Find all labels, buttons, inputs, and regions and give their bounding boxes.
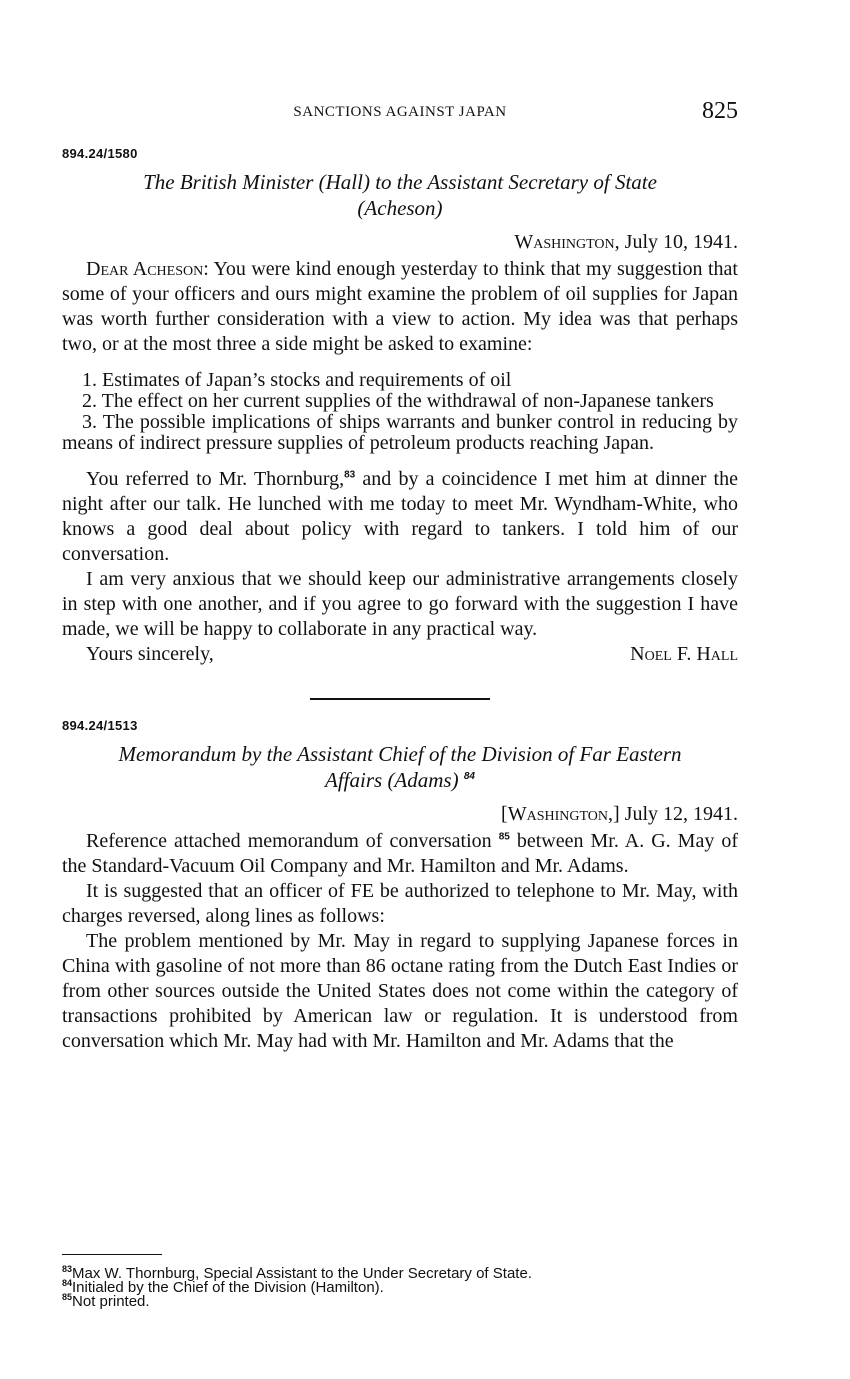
file-number: 894.24/1513 [62, 718, 138, 733]
letter-paragraph: I am very anxious that we should keep our administrative arrangements closely in step with one another, and if you agree to go forward with the suggestion I have made, we will be happy to collaborate in any practical way. [62, 568, 738, 640]
memo-paragraph [62, 829, 738, 879]
footnotes [62, 1254, 738, 1309]
footnote-text: Initialed by the Chief of the Division (Hamilton). [72, 1279, 384, 1296]
paragraph-text: and by a coincidence I met him at dinner the night after our talk. He lunched with me today to meet Mr. Wyndham-White, who knows a good deal about policy with regard to tankers. I told him of our conversation. [62, 468, 738, 565]
document-title-line: (Acheson) [357, 196, 443, 220]
footnote-reference: 84 [463, 771, 475, 782]
file-number: 894.24/1580 [62, 146, 138, 161]
footnote-text: Not printed. [72, 1293, 150, 1310]
footnote-mark: 85 [62, 1292, 73, 1302]
document-title [62, 741, 738, 793]
document-title [62, 169, 738, 221]
complimentary-close: Yours sincerely, [86, 643, 214, 665]
running-head-title: SANCTIONS AGAINST JAPAN [293, 104, 507, 120]
memo-paragraph: It is suggested that an officer of FE be authorized to telephone to Mr. May, with charges reversed, along lines as follows: [62, 880, 738, 927]
dateline-date: ,] July 12, 1941. [608, 803, 738, 825]
section-divider [310, 698, 490, 700]
paragraph-text: : You were kind enough yesterday to think that my suggestion that some of your officers and ours might examine the problem of oil supplies for Japan was worth further consideration with a view to action. My idea was that perhaps two, or at the most three a side might be asked to examine: [62, 258, 738, 355]
document-title-line: The British Minister (Hall) to the Assistant Secretary of State [143, 170, 657, 194]
list-item: 3. The possible implications of ships warrants and bunker control in reducing by means of indirect pressure supplies of petroleum products reaching Japan. [62, 411, 738, 454]
footnote-reference: 85 [498, 831, 510, 843]
salutation: Dear Acheson [86, 258, 204, 280]
document-title-text: Affairs (Adams) [325, 768, 459, 792]
running-head [62, 98, 738, 132]
list-item: 1. Estimates of Japan’s stocks and requirements of oil [82, 369, 512, 391]
dateline [62, 801, 738, 827]
numbered-list [62, 370, 738, 454]
dateline-place: Washington [507, 803, 608, 825]
paragraph-text: Reference attached memorandum of conversation [86, 830, 492, 852]
footnote [62, 1292, 738, 1310]
dateline-bracket: [ [501, 803, 508, 825]
paragraph-text: between Mr. A. G. May of the Standard-Vacuum Oil Company and Mr. Hamilton and Mr. Adams. [62, 830, 739, 877]
dateline-date: , July 10, 1941. [614, 231, 738, 253]
signature: Noel F. Hall [630, 643, 738, 665]
dateline-place: Washington [514, 231, 615, 253]
document-title-line: Memorandum by the Assistant Chief of the Division of Far Eastern [118, 742, 682, 766]
letter-paragraph [62, 257, 738, 357]
footnote-reference: 83 [344, 469, 356, 481]
footnote-mark: 84 [62, 1278, 73, 1288]
letter-paragraph [62, 467, 738, 567]
paragraph-text: You referred to Mr. Thornburg, [86, 468, 345, 490]
list-item: 2. The effect on her current supplies of the withdrawal of non-Japanese tankers [82, 390, 714, 412]
letter-closing [62, 642, 738, 668]
page-content [62, 146, 738, 1054]
page-number: 825 [702, 98, 738, 124]
document-title-line [62, 767, 738, 793]
memo-paragraph: The problem mentioned by Mr. May in regard to supplying Japanese forces in China with gasoline of not more than 86 octane rating from the Dutch East Indies or from other sources outside the United States does not come within the category of transactions prohibited by American law or regulation. It is understood from conversation which Mr. May had with Mr. Hamilton and Mr. Adams that the [62, 930, 738, 1052]
footnote-mark: 83 [62, 1264, 73, 1274]
footnote-rule [62, 1254, 162, 1255]
footnote-text: Max W. Thornburg, Special Assistant to the Under Secretary of State. [72, 1265, 532, 1282]
footnote [62, 1278, 738, 1296]
dateline [62, 229, 738, 255]
